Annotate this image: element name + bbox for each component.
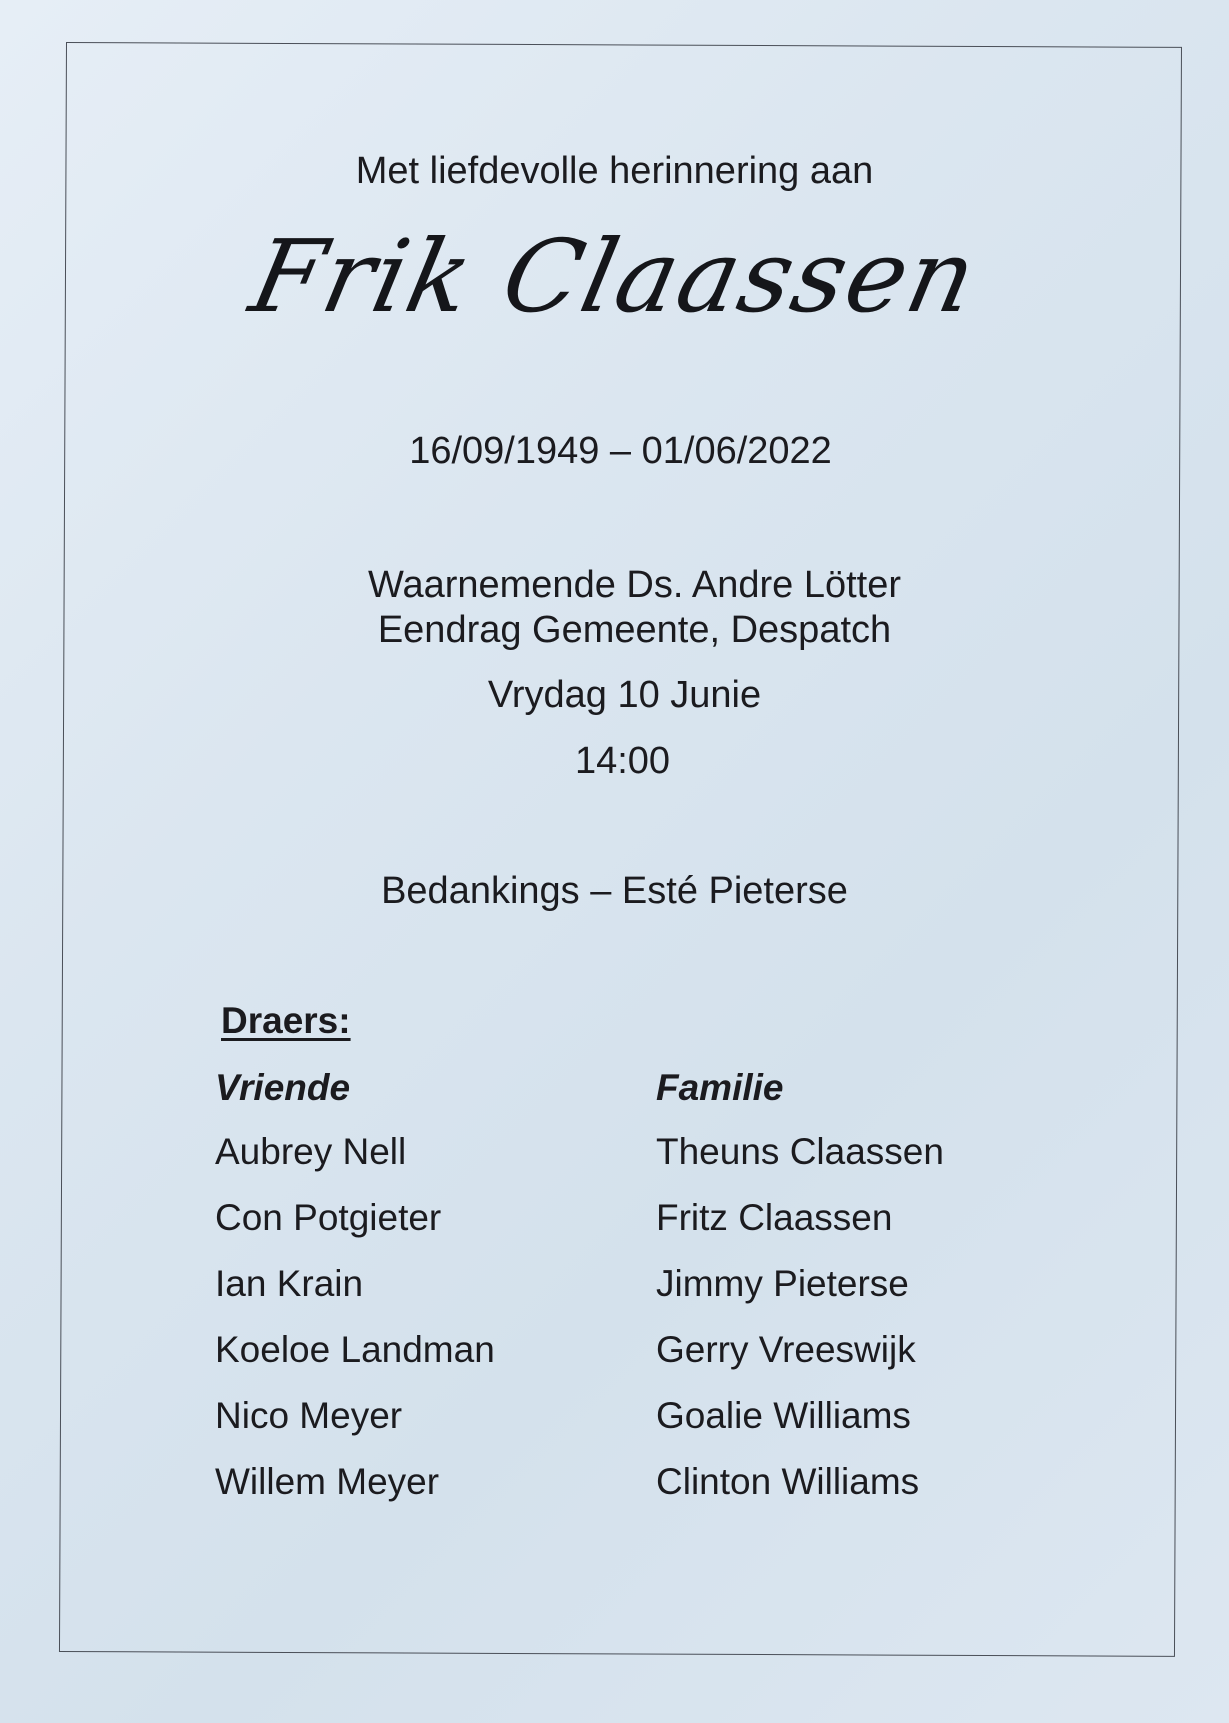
friend-name: Ian Krain	[215, 1263, 364, 1304]
friend-name: Aubrey Nell	[215, 1131, 407, 1172]
family-name: Clinton Williams	[656, 1461, 920, 1502]
deceased-name: Frik Claassen	[241, 218, 988, 335]
family-name: Gerry Vreeswijk	[656, 1329, 916, 1370]
friend-name: Willem Meyer	[215, 1461, 440, 1502]
family-column	[656, 1066, 944, 1526]
church-name: Eendrag Gemeente, Despatch	[377, 609, 892, 651]
pallbearers-heading: Draers:	[221, 1000, 351, 1041]
family-name: Jimmy Pieterse	[656, 1263, 909, 1304]
thanks-line: Bedankings – Esté Pieterse	[381, 870, 848, 912]
service-time: 14:00	[574, 740, 671, 782]
friend-name: Koeloe Landman	[215, 1329, 495, 1370]
life-dates: 16/09/1949 – 01/06/2022	[409, 430, 832, 472]
family-name: Theuns Claassen	[656, 1131, 944, 1172]
friends-column	[215, 1066, 495, 1526]
intro-text: Met liefdevolle herinnering aan	[355, 150, 874, 192]
family-name: Goalie Williams	[656, 1395, 911, 1436]
family-name: Fritz Claassen	[656, 1197, 893, 1238]
friends-heading: Vriende	[215, 1067, 351, 1108]
service-day: Vrydag 10 Junie	[487, 674, 762, 716]
friend-name: Con Potgieter	[215, 1197, 442, 1238]
officiating-minister: Waarnemende Ds. Andre Lötter	[368, 564, 901, 606]
family-heading: Familie	[656, 1067, 784, 1108]
friend-name: Nico Meyer	[215, 1395, 403, 1436]
